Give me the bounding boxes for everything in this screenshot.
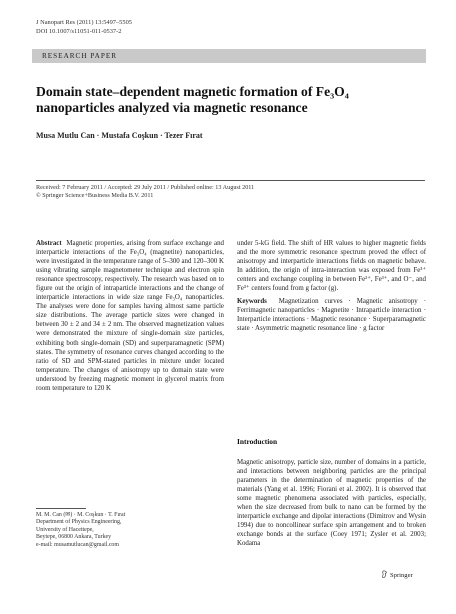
publisher-footer [381,570,413,579]
author-affiliation [36,512,125,549]
copyright-line: © Springer Science+Business Media B.V. 2011 [36,192,154,200]
keywords-block [237,297,426,333]
footnote-divider [36,508,86,509]
keywords-heading: Keywords [237,298,267,305]
abstract-text: Magnetic properties, arising from surface exchange and interparticle interactions of the Fe₃O₄ (magnetite) nanoparticles, were investigated in the temperature range of 5–300 and 120–300 K using vibrating sample magnetometer technique and electron spin resonance spectroscopy, respectively. The research was based on to figure out the origin of intraparticle interactions and the change of interparticle interactions in wide size range Fe₃O₄ nanoparticles. The analyses were done for samples having almost same particle size distributions. The average particle sizes were changed in between 30 ± 2 and 34 ± 2 nm. The observed magnetization values were demonstrated the mixture of single-domain size particles, exhibiting both single-domain (SD) and superparamagnetic (SPM) states. The symmetry of resonance curves changed according to the ratio of SD and SPM-stated particles in mixture under located temperature. The changes of anisotropy up to domain state were understood by freezing magnetic moment in glycerol matrix from room temperature to 120 K [36,240,224,392]
journal-citation: J Nanopart Res (2011) 13:5497–5505 [36,19,132,26]
journal-info [36,19,132,36]
paper-title [36,84,416,116]
paper-title-line-2: nanoparticles analyzed via magnetic resonance [36,100,308,115]
header-divider [36,180,425,181]
affiliation-university: University of Hacettepe, [36,526,94,533]
abstract-continued: under 5-kG field. The shift of HR values to higher magnetic fields and the more symmetric resonance spectrum proved the effect of anisotropy and interparticle interactions fields on magnetic behave. In addition, the origin of intra-interaction was exposed from Fe³⁺ centers and exchange coupling in between Fe²⁺, Fe³⁺, and O⁻, and Fe³⁺ centers found from g factor (g). [237,240,426,293]
article-type-label: RESEARCH PAPER [42,51,118,60]
introduction-heading: Introduction [237,437,278,446]
paper-title-line-1: Domain state–dependent magnetic formation of Fe₃O₄ [36,84,349,99]
dates-line: Received: 7 February 2011 / Accepted: 29 July 2011 / Published online: 13 August 2011 [36,184,255,191]
publisher-name: Springer [390,572,413,579]
abstract-heading: Abstract [36,240,62,247]
journal-doi: DOI 10.1007/s11051-011-0537-2 [36,27,122,35]
affiliation-email[interactable]: e-mail: musamutlucan@gmail.com [36,541,119,548]
keywords-text: Magnetization curves · Magnetic anisotropy · Ferrimagnetic nanoparticles · Magnetite · Intraparticle interaction · Interparticle interactions · Magnetic resonance · Superparamagnetic state · Asymmetric magnetic resonance line · g factor [237,298,426,333]
affiliation-names: M. M. Can (✉) · M. Coşkun · T. Fırat [36,512,126,518]
abstract-block [36,239,224,393]
affiliation-department: Department of Physics Engineering, [36,519,122,526]
publication-dates [36,184,254,200]
author-list: Musa Mutlu Can · Mustafa Coşkun · Tezer Fırat [36,131,203,140]
introduction-text: Magnetic anisotropy, particle size, number of domains in a particle, and interactions between neighboring particles are the principal parameters in the determination of magnetic properties of the materials (Yang et al. 1996; Fiorani et al. 2002). It is observed that some magnetic phenomena associated with particles, especially, when the size decreased from bulk to nano can be formed by the interparticle exchange and dipolar interactions (Dimitrov and Wysin 1994) due to noncollinear surface spin arrangement and to broken exchange bonds at the surface (Coey 1971; Zysler et al. 2003; Kodama [237,459,426,548]
springer-horse-icon [381,570,388,578]
article-type-banner [32,49,426,63]
affiliation-address: Beytepe, 06800 Ankara, Turkey [36,534,112,541]
